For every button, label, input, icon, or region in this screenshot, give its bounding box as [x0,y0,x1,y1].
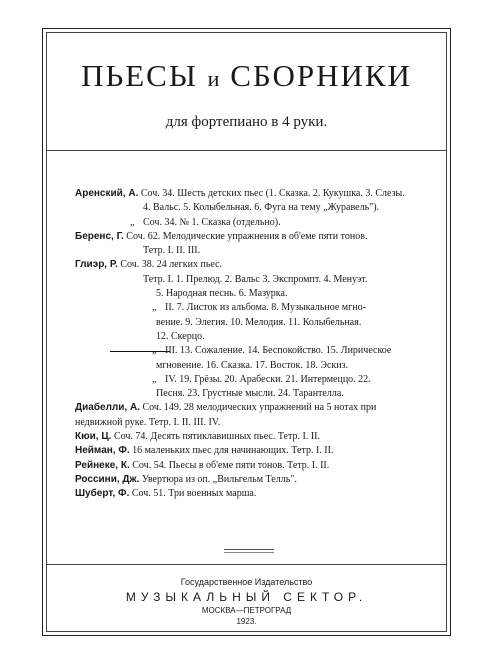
list-item-continuation: 4. Вальс. 5. Колыбельная. 6. Фуга на тему „Журавель"). [143,202,380,214]
list-item: Кюи, Ц. Соч. 74. Десять пятиклавишных пьес. Тетр. I. II. [75,431,320,443]
list-item: Нейман, Ф. 16 маленьких пьес для начинающих. Тетр. I. II. [75,445,334,457]
publication-year: 1923. [236,617,257,626]
page-subtitle: для фортепиано в 4 руки. [165,114,328,130]
list-item-continuation: недвижной руке. Тетр. I. II. III. IV. [75,416,221,428]
list-item-continuation: Тетр. I. 1. Прелюд. 2. Вальс 3. Экспромпт. 4. Менуэт. [143,273,368,285]
divider-bottom [46,564,447,565]
divider-top [46,150,447,151]
publisher-sector: МУЗЫКАЛЬНЫЙ СЕКТОР. [125,590,368,604]
page-title: ПЬЕСЫ и СБОРНИКИ [81,58,412,93]
decorative-rule [224,552,274,553]
list-item-continuation: Песня. 23. Грустные мысли. 24. Тарантелла. [156,388,344,400]
list-item: Аренский, А. Соч. 34. Шесть детских пьес (1. Сказка. 2. Кукушка. 3. Слезы. [75,188,405,199]
decorative-rule [224,549,274,550]
list-item-continuation: „ Соч. 34. № 1. Сказка (отдельно). [130,216,281,228]
list-item-continuation: вение. 9. Элегия. 10. Мелодия. 11. Колыбельная. [156,316,362,328]
list-item: Беренс, Г. Соч. 62. Мелодические упражнения в об'еме пяти тонов. [75,230,368,242]
list-item-continuation: Тетр. I. II. III. [143,245,201,257]
list-item: Шуберт, Ф. Соч. 51. Три военных марша. [75,488,257,500]
list-item-continuation: 5. Народная песнь. 6. Мазурка. [156,288,288,300]
ink-mark [110,351,170,352]
list-item-continuation: „ III. 13. Сожаление. 14. Беспокойство. 15. Лирическое [75,344,420,358]
publisher-cities: МОСКВА—ПЕТРОГРАД [201,606,292,615]
list-item-continuation: 12. Скерцо. [156,330,205,342]
list-item: Глиэр, Р. Соч. 38. 24 легких пьес. [75,259,223,271]
list-item: Россини, Дж. Увертюра из оп. „Вильгельм Телль". [75,473,297,485]
list-item-continuation: „ IV. 19. Грёзы. 20. Арабески. 21. Интермеццо. 22. [152,373,371,385]
list-item-continuation: „ II. 7. Листок из альбома. 8. Музыкальное мгно- [152,302,366,314]
list-item: Диабелли, А. Соч. 149. 28 мелодических упражнений на 5 нотах при [75,402,377,414]
publisher-name: Государственное Издательство [180,577,313,587]
list-item: Рейнеке, К. Соч. 54. Пьесы в об'еме пяти тонов. Тетр. I. II. [75,459,330,471]
list-item-continuation: мгновение. 16. Сказка. 17. Восток. 18. Эскиз. [156,359,349,371]
catalog-listing [75,187,420,502]
